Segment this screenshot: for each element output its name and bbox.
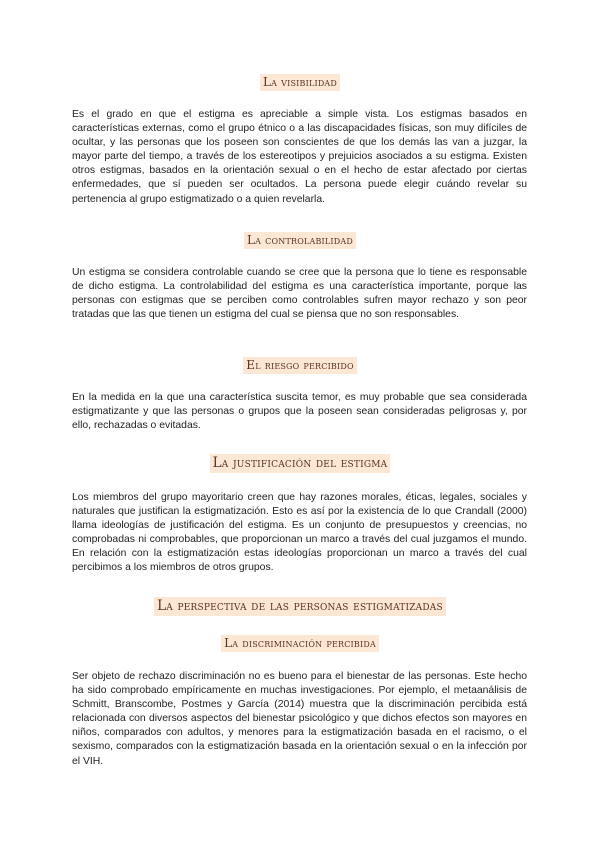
heading-discriminacion-percibida-text: La discriminación percibida — [221, 635, 379, 652]
paragraph-discriminacion-percibida: Ser objeto de rechazo discriminación no es bueno para el bienestar de las personas. Este hecho ha sido comprobado empíricamente en muchas investigaciones. Por ejemplo, el metaanálisis de Schmitt, Branscombe, Postmes y García (2014) muestra que la discriminación percibida está relacionada con diversos aspectos del bienestar psicológico y que dichos efectos son mayores en niños, comparados con adultos, y menores para la estigmatización basada en el racismo, o el sexismo, comparados con la estigmatización basada en la orientación sexual o en la infección por el VIH. — [72, 671, 527, 767]
paragraph-controlabilidad: Un estigma se considera controlable cuando se cree que la persona que lo tiene es responsable de dicho estigma. La controlabilidad del estigma es una característica importante, porque las personas con estigmas que se perciben como controlables sufren mayor rechazo y son peor tratadas que las que tienen un estigma del cual se piensa que no son responsables. — [72, 267, 527, 321]
heading-discriminacion-percibida — [0, 634, 600, 652]
heading-justificacion — [0, 454, 600, 473]
heading-visibilidad-text: La visibilidad — [260, 74, 340, 91]
heading-perspectiva-text: La perspectiva de las personas estigmatizadas — [154, 597, 446, 616]
paragraph-riesgo-percibido: En la medida en la que una característica suscita temor, es muy probable que sea considerada estigmatizante y que las personas o grupos que la poseen sean consideradas peligrosas y, por ello, rechazadas o evitadas. — [72, 392, 527, 432]
heading-controlabilidad — [0, 231, 600, 249]
heading-visibilidad — [0, 73, 600, 91]
heading-riesgo-percibido — [0, 356, 600, 374]
heading-perspectiva — [0, 597, 600, 616]
heading-justificacion-text: La justificación del estigma — [210, 454, 391, 473]
paragraph-visibilidad: Es el grado en que el estigma es apreciable a simple vista. Los estigmas basados en características externas, como el grupo étnico o a las discapacidades físicas, son muy difíciles de ocultar, y las personas que los poseen son conscientes de que los demás las van a juzgar, la mayor parte del tiempo, a través de los estereotipos y prejuicios asociados a su estigma. Existen otros estigmas, basados en la orientación sexual o en el hecho de estar afectado por ciertas enfermedades, que sí pueden ser ocultados. La persona puede elegir cuándo revelar su pertenencia al grupo estigmatizado o a quien revelarla. — [72, 109, 527, 205]
heading-controlabilidad-text: La controlabilidad — [244, 232, 356, 249]
paragraph-justificacion: Los miembros del grupo mayoritario creen que hay razones morales, éticas, legales, sociales y naturales que justifican la estigmatización. Esto es así por la existencia de lo que Crandall (2000) llama ideologías de justificación del estigma. Es un conjunto de presupuestos y creencias, no comprobadas ni comprobables, que proporcionan un marco a través del cual juzgamos el mundo. En relación con la estigmatización estas ideologías proporcionan un marco a través del cual percibimos a los miembros de otros grupos. — [72, 492, 527, 574]
heading-riesgo-percibido-text: El riesgo percibido — [243, 357, 357, 374]
